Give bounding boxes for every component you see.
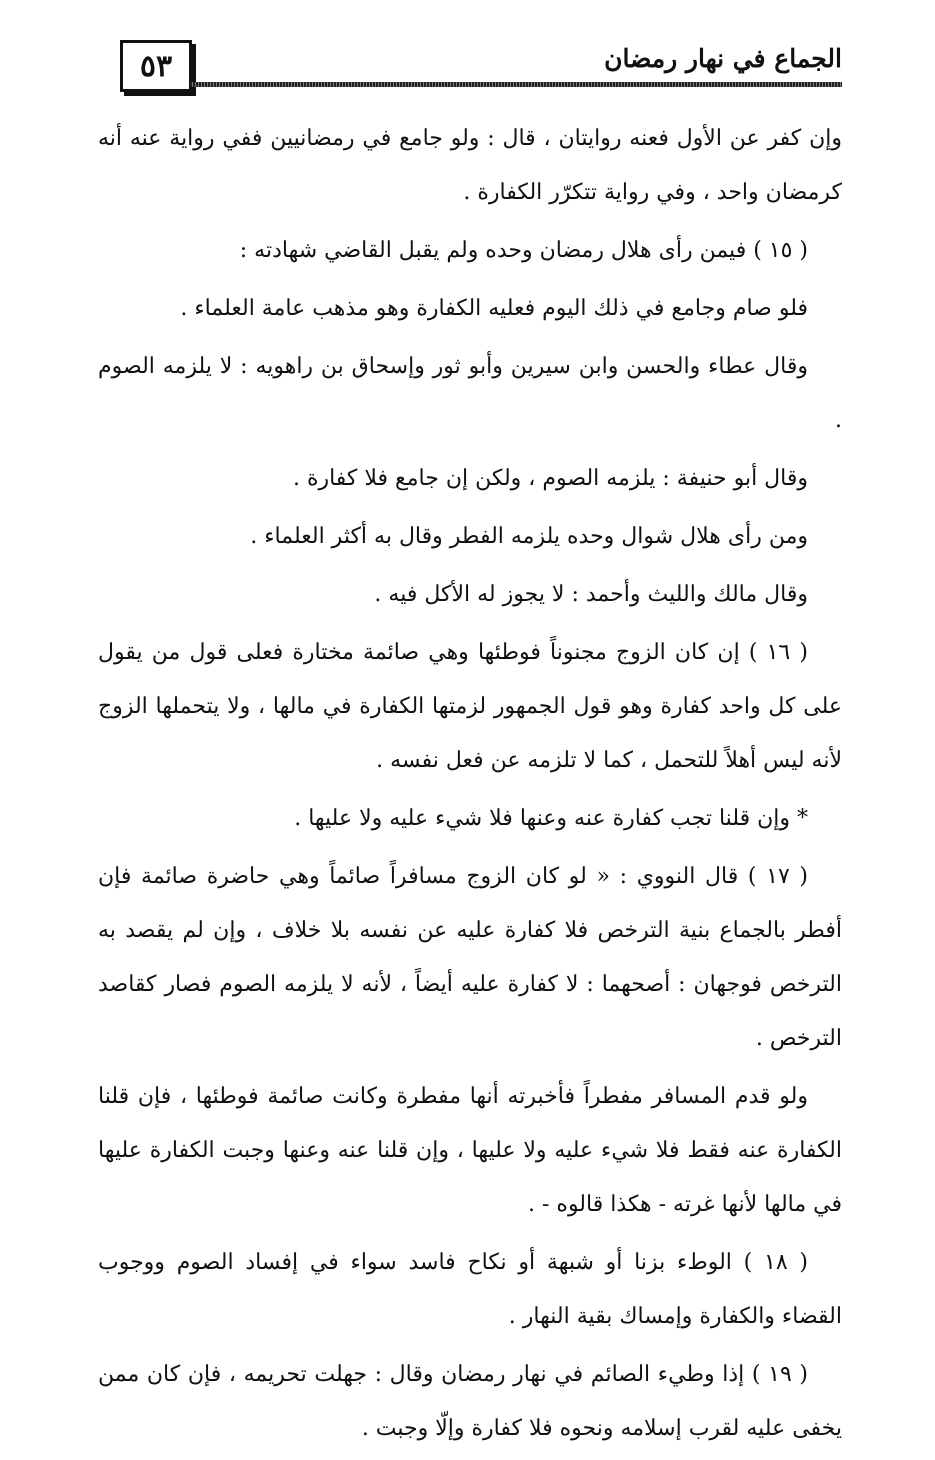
paragraph: ( ١٦ ) إن كان الزوج مجنوناً فوطئها وهي صائمة مختارة فعلى قول من يقول على كل واحد كفارة وهو قول الجمهور لزمتها الكفارة في مالها ، ولا يتحملها الزوج لأنه ليس أهلاً للتحمل ، كما لا تلزمه عن فعل نفسه . xyxy=(98,640,842,773)
paragraph: وقال مالك والليث وأحمد : لا يجوز له الأكل فيه . xyxy=(374,582,808,607)
paragraph: ( ١٨ ) الوطء بزنا أو شبهة أو نكاح فاسد سواء في إفساد الصوم ووجوب القضاء والكفارة وإمساك بقية النهار . xyxy=(98,1250,842,1329)
paragraph: وإن كفر عن الأول فعنه روايتان ، قال : ولو جامع في رمضانيين ففي رواية عنه أنه كرمضان واحد ، وفي رواية تتكرّر الكفارة . xyxy=(98,126,842,205)
paragraph: ( ١٥ ) فيمن رأى هلال رمضان وحده ولم يقبل القاضي شهادته : xyxy=(239,238,808,263)
page-body xyxy=(98,112,842,1460)
page-number: ٥٣ xyxy=(120,40,192,92)
paragraph: ولو قدم المسافر مفطراً فأخبرته أنها مفطرة وكانت صائمة فوطئها ، فإن قلنا الكفارة عنه فقط فلا شيء عليه ولا عليها ، وإن قلنا عنه وعنها وجبت الكفارة عليها في مالها لأنها غرته - هكذا قالوه - . xyxy=(98,1084,842,1217)
paragraph: ( ١٩ ) إذا وطيء الصائم في نهار رمضان وقال : جهلت تحريمه ، فإن كان ممن يخفى عليه لقرب إسلامه ونحوه فلا كفارة وإلّا وجبت . xyxy=(98,1362,842,1441)
paragraph: * وإن قلنا تجب كفارة عنه وعنها فلا شيء عليه ولا عليها . xyxy=(294,806,808,831)
paragraph: ومن رأى هلال شوال وحده يلزمه الفطر وقال به أكثر العلماء . xyxy=(250,524,808,549)
page-header xyxy=(100,34,842,94)
paragraph: وقال عطاء والحسن وابن سيرين وأبو ثور وإسحاق بن راهويه : لا يلزمه الصوم . xyxy=(98,354,842,433)
paragraph: وقال أبو حنيفة : يلزمه الصوم ، ولكن إن جامع فلا كفارة . xyxy=(292,466,808,491)
running-title: الجماع في نهار رمضان xyxy=(604,44,842,73)
paragraph: ( ١٧ ) قال النووي : « لو كان الزوج مسافراً صائماً وهي حاضرة صائمة فإن أفطر بالجماع بنية الترخص فلا كفارة عليه عن نفسه بلا خلاف ، وإن لم يقصد به الترخص فوجهان : أصحهما : لا كفارة عليه أيضاً ، لأنه لا يلزمه الصوم فصار كقاصد الترخص . xyxy=(98,864,842,1051)
header-rule xyxy=(190,82,842,87)
paragraph: فلو صام وجامع في ذلك اليوم فعليه الكفارة وهو مذهب عامة العلماء . xyxy=(180,296,808,321)
